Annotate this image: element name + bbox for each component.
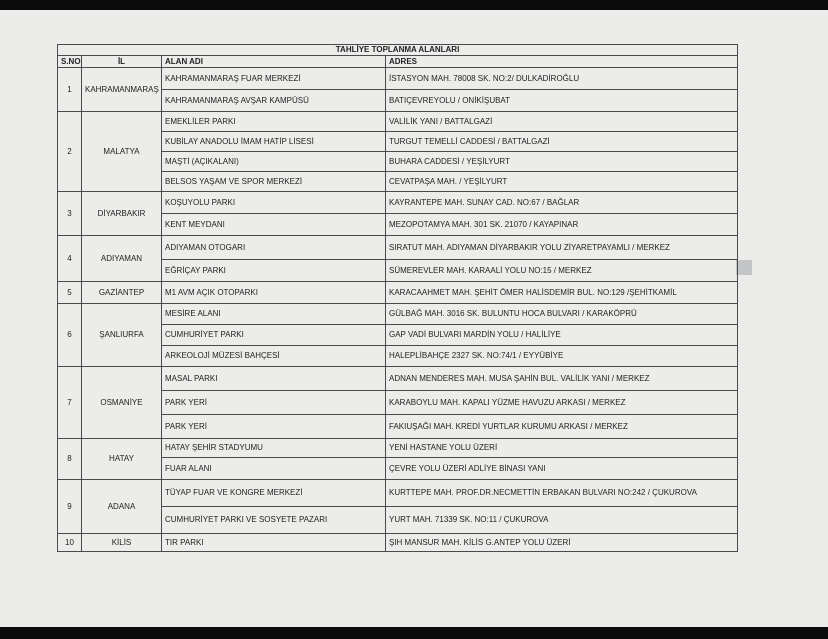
cell-adres: GAP VADİ BULVARI MARDİN YOLU / HALİLİYE — [386, 325, 738, 346]
cell-adres: SIRATUT MAH. ADIYAMAN DİYARBAKIR YOLU ZİYARETPAYAMLI / MERKEZ — [386, 236, 738, 260]
cell-adres: VALİLİK YANI / BATTALGAZİ — [386, 112, 738, 132]
cell-il: MALATYA — [82, 112, 162, 192]
cell-adres: KARABOYLU MAH. KAPALI YÜZME HAVUZU ARKASI / MERKEZ — [386, 391, 738, 415]
table-title: TAHLİYE TOPLANMA ALANLARI — [58, 45, 738, 56]
cell-no: 4 — [58, 236, 82, 282]
cell-alan-adi: PARK YERİ — [162, 391, 386, 415]
cell-adres: TURGUT TEMELLİ CADDESİ / BATTALGAZİ — [386, 132, 738, 152]
cell-no: 3 — [58, 192, 82, 236]
cell-adres: ADNAN MENDERES MAH. MUSA ŞAHİN BUL. VALİLİK YANI / MERKEZ — [386, 367, 738, 391]
cell-alan-adi: M1 AVM AÇIK OTOPARKI — [162, 282, 386, 304]
cell-alan-adi: ARKEOLOJİ MÜZESİ BAHÇESİ — [162, 346, 386, 367]
cell-alan-adi: HATAY ŞEHİR STADYUMU — [162, 439, 386, 458]
bottom-border — [0, 627, 828, 639]
cell-adres: ŞIH MANSUR MAH. KİLİS G.ANTEP YOLU ÜZERİ — [386, 534, 738, 552]
cell-adres: YURT MAH. 71339 SK. NO:11 / ÇUKUROVA — [386, 507, 738, 534]
table-header-row — [58, 56, 738, 68]
cell-alan-adi: MASAL PARKI — [162, 367, 386, 391]
cell-il: HATAY — [82, 439, 162, 480]
cell-adres: CEVATPAŞA MAH. / YEŞİLYURT — [386, 172, 738, 192]
cell-alan-adi: MAŞTİ (AÇIKALANI) — [162, 152, 386, 172]
table-row — [58, 304, 738, 325]
cell-adres: YENİ HASTANE YOLU ÜZERİ — [386, 439, 738, 458]
cell-alan-adi: CUMHURİYET PARKI — [162, 325, 386, 346]
cell-adres: BUHARA CADDESİ / YEŞİLYURT — [386, 152, 738, 172]
cell-il: DİYARBAKIR — [82, 192, 162, 236]
cell-il: KİLİS — [82, 534, 162, 552]
header-no: S.NO — [58, 56, 82, 68]
cell-alan-adi: TIR PARKI — [162, 534, 386, 552]
cell-adres: İSTASYON MAH. 78008 SK. NO:2/ DULKADİROĞLU — [386, 68, 738, 90]
cell-alan-adi: KUBİLAY ANADOLU İMAM HATİP LİSESİ — [162, 132, 386, 152]
cell-il: OSMANİYE — [82, 367, 162, 439]
cell-no: 9 — [58, 480, 82, 534]
table-title-row — [58, 45, 738, 56]
cell-alan-adi: ADIYAMAN OTOGARI — [162, 236, 386, 260]
cell-adres: FAKIUŞAĞI MAH. KREDİ YURTLAR KURUMU ARKASI / MERKEZ — [386, 415, 738, 439]
table-row — [58, 480, 738, 507]
table-row — [58, 68, 738, 90]
cell-il: ADANA — [82, 480, 162, 534]
cell-adres: HALEPLİBAHÇE 2327 SK. NO:74/1 / EYYÜBİYE — [386, 346, 738, 367]
cell-il: ŞANLIURFA — [82, 304, 162, 367]
table-body — [58, 68, 738, 552]
cell-il: ADIYAMAN — [82, 236, 162, 282]
cell-no: 5 — [58, 282, 82, 304]
header-il: İL — [82, 56, 162, 68]
cell-alan-adi: FUAR ALANI — [162, 458, 386, 480]
cell-alan-adi: MESİRE ALANI — [162, 304, 386, 325]
table-row — [58, 112, 738, 132]
cell-il: KAHRAMANMARAŞ — [82, 68, 162, 112]
cell-no: 2 — [58, 112, 82, 192]
cell-alan-adi: PARK YERİ — [162, 415, 386, 439]
header-adres: ADRES — [386, 56, 738, 68]
table-row — [58, 534, 738, 552]
cell-no: 6 — [58, 304, 82, 367]
cell-adres: KAYRANTEPE MAH. SUNAY CAD. NO:67 / BAĞLAR — [386, 192, 738, 214]
table-row — [58, 192, 738, 214]
cell-adres: KARACAAHMET MAH. ŞEHİT ÖMER HALİSDEMİR BUL. NO:129 /ŞEHİTKAMİL — [386, 282, 738, 304]
header-alan: ALAN ADI — [162, 56, 386, 68]
cell-alan-adi: KAHRAMANMARAŞ FUAR MERKEZİ — [162, 68, 386, 90]
cell-adres: MEZOPOTAMYA MAH. 301 SK. 21070 / KAYAPINAR — [386, 214, 738, 236]
cell-alan-adi: BELSOS YAŞAM VE SPOR MERKEZİ — [162, 172, 386, 192]
scroll-marker — [736, 260, 752, 275]
cell-alan-adi: EMEKLİLER PARKI — [162, 112, 386, 132]
cell-adres: KURTTEPE MAH. PROF.DR.NECMETTİN ERBAKAN BULVARI NO:242 / ÇUKUROVA — [386, 480, 738, 507]
table-row — [58, 367, 738, 391]
cell-alan-adi: KOŞUYOLU PARKI — [162, 192, 386, 214]
evacuation-areas-table — [57, 44, 738, 552]
cell-il: GAZİANTEP — [82, 282, 162, 304]
cell-alan-adi: CUMHURİYET PARKI VE SOSYETE PAZARI — [162, 507, 386, 534]
cell-alan-adi: KAHRAMANMARAŞ AVŞAR KAMPÜSÜ — [162, 90, 386, 112]
table-row — [58, 282, 738, 304]
cell-alan-adi: EĞRİÇAY PARKI — [162, 260, 386, 282]
cell-alan-adi: KENT MEYDANI — [162, 214, 386, 236]
table-row — [58, 439, 738, 458]
table-row — [58, 236, 738, 260]
cell-no: 1 — [58, 68, 82, 112]
cell-no: 10 — [58, 534, 82, 552]
cell-adres: ÇEVRE YOLU ÜZERİ ADLİYE BİNASI YANI — [386, 458, 738, 480]
cell-adres: GÜLBAĞ MAH. 3016 SK. BULUNTU HOCA BULVARI / KARAKÖPRÜ — [386, 304, 738, 325]
cell-no: 7 — [58, 367, 82, 439]
cell-alan-adi: TÜYAP FUAR VE KONGRE MERKEZİ — [162, 480, 386, 507]
cell-adres: SÜMEREVLER MAH. KARAALİ YOLU NO:15 / MERKEZ — [386, 260, 738, 282]
cell-no: 8 — [58, 439, 82, 480]
cell-adres: BATIÇEVREYOLU / ONİKİŞUBAT — [386, 90, 738, 112]
